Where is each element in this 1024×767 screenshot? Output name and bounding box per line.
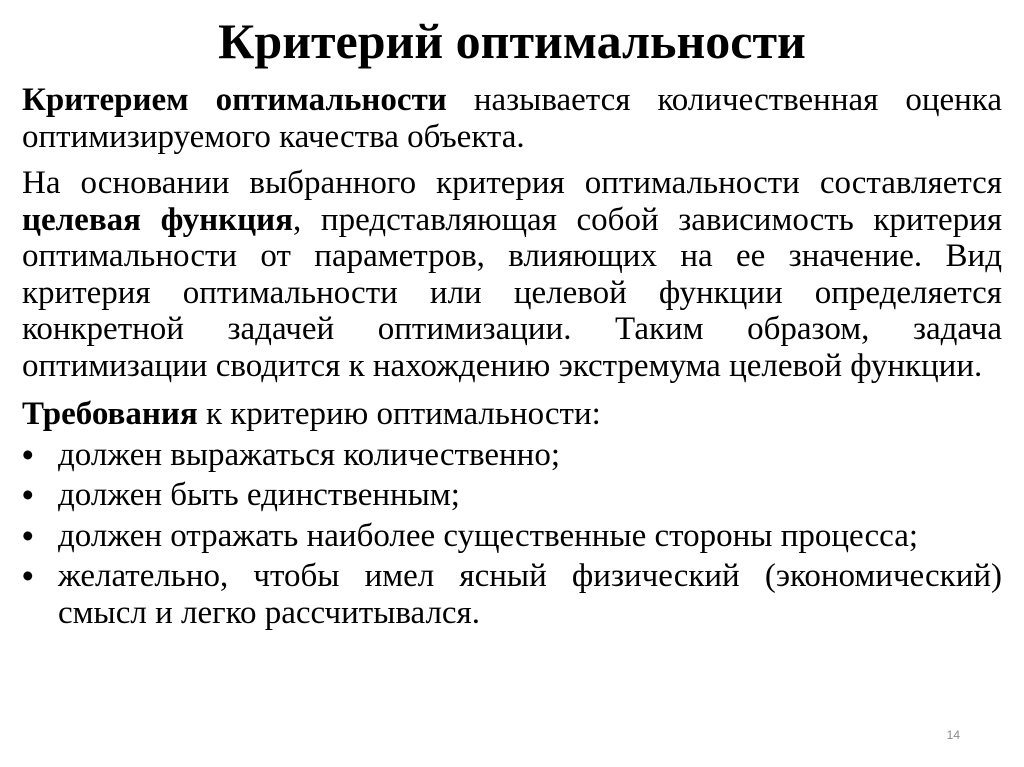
requirements-term: Требования [22,396,198,432]
list-item-text: должен выражаться количественно; [58,436,560,473]
list-item [22,518,1002,555]
objective-function-term: целевая функция [22,201,294,238]
objective-text-before: На основании выбранного критерия оптимальности составляется [22,165,1002,201]
requirements-heading [22,396,1002,433]
slide-title: Критерий оптимальности [218,13,806,69]
bullet-icon: • [22,476,34,513]
bullet-icon: • [22,516,34,554]
bullet-icon: • [22,435,34,473]
definition-paragraph [22,82,1002,155]
definition-text: называется количественная оценка оптимизируемого качества объекта. [22,82,1002,155]
requirements-text: к критерию оптимальности: [197,396,601,432]
slide-number: 14 [946,728,960,742]
list-item [22,477,1002,514]
slide-body [22,82,1002,631]
list-item [22,558,1002,631]
objective-function-paragraph [22,165,1002,384]
list-item-text: должен быть единственным; [58,477,460,513]
list-item-text: желательно, чтобы имел ясный физический (экономический) смысл и легко рассчитывался. [58,558,1002,631]
bullet-icon: • [22,557,34,594]
definition-term: Критерием оптимальности [22,82,447,118]
requirements-list [22,437,1002,632]
list-item [22,437,1002,474]
list-item-text: должен отражать наиболее существенные стороны процесса; [58,517,919,554]
objective-text-after: , представляющая собой зависимость критерия оптимальности от параметров, влияющих на ее значение. Вид критерия оптимальности или целевой функции определяется конкретной задачей оптимизации. Таким образом, задача оптимизации сводится к нахождению экстремума целевой функции. [22,201,1002,384]
